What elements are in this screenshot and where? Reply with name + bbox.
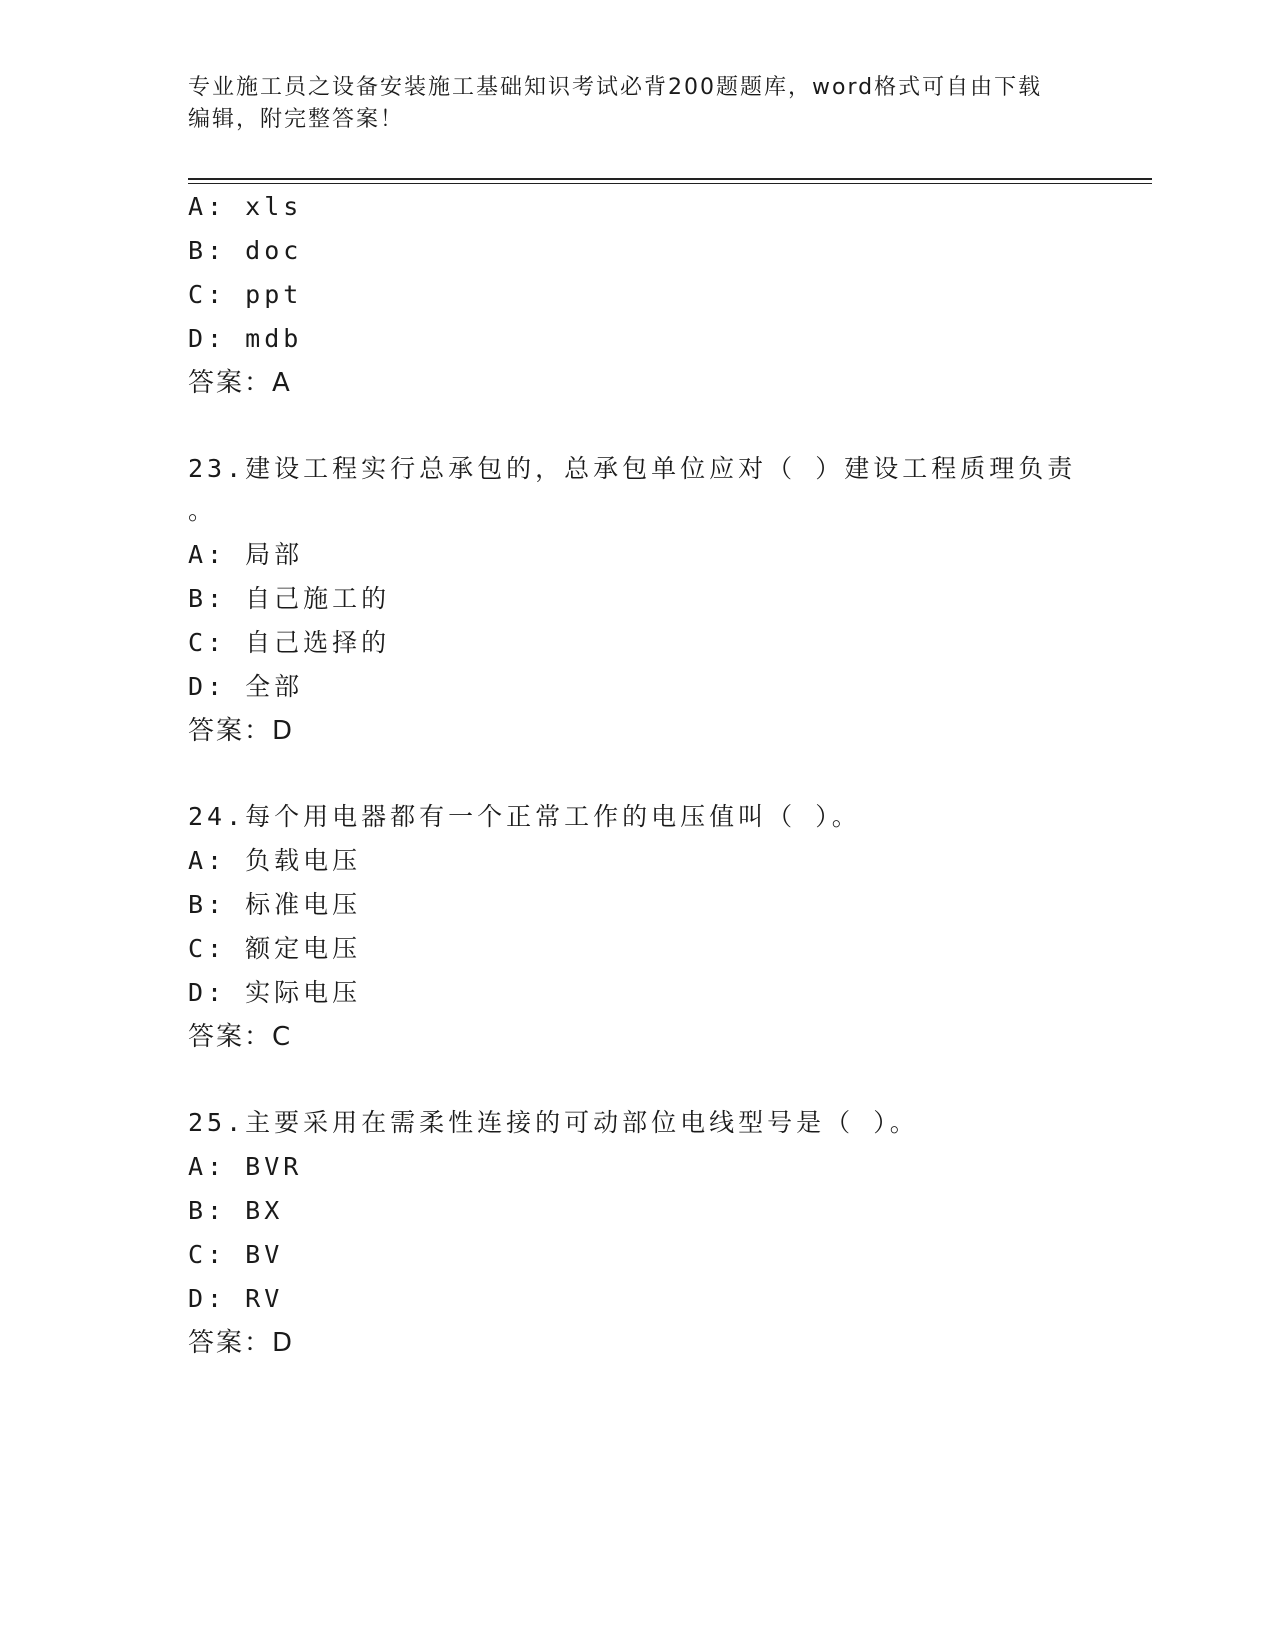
q23-stem: 23.建设工程实行总承包的，总承包单位应对（ ）建设工程质理负责 xyxy=(188,454,1077,483)
q23-option-c: C: 自己选择的 xyxy=(188,628,391,657)
q25-option-a: A: BVR xyxy=(188,1152,303,1181)
document-header xyxy=(188,72,1088,136)
q23-stem-continued: 。 xyxy=(188,496,218,525)
q24-option-a: A: 负载电压 xyxy=(188,846,362,875)
q24-stem: 24.每个用电器都有一个正常工作的电压值叫（ ）。 xyxy=(188,802,861,831)
q23-answer: 答案：D xyxy=(188,716,295,746)
q25-option-b: B: BX xyxy=(188,1196,284,1225)
q25-option-c: C: BV xyxy=(188,1240,284,1269)
q22-option-c: C: ppt xyxy=(188,280,303,309)
q22-option-b: B: doc xyxy=(188,236,303,265)
q22-answer: 答案：A xyxy=(188,368,292,398)
q23-option-b: B: 自己施工的 xyxy=(188,584,391,613)
q25-answer: 答案：D xyxy=(188,1328,295,1358)
header-title-line2: 编辑，附完整答案！ xyxy=(188,107,405,132)
q24-option-c: C: 额定电压 xyxy=(188,934,362,963)
q24-answer: 答案：C xyxy=(188,1022,293,1052)
q25-stem: 25.主要采用在需柔性连接的可动部位电线型号是（ ）。 xyxy=(188,1108,919,1137)
q25-option-d: D: RV xyxy=(188,1284,284,1313)
q24-option-b: B: 标准电压 xyxy=(188,890,362,919)
q23-option-d: D: 全部 xyxy=(188,672,304,701)
q24-option-d: D: 实际电压 xyxy=(188,978,362,1007)
q23-option-a: A: 局部 xyxy=(188,540,304,569)
header-rule-thick xyxy=(188,178,1152,180)
q22-option-d: D: mdb xyxy=(188,324,303,353)
header-title-line1: 专业施工员之设备安装施工基础知识考试必背200题题库，word格式可自由下载 xyxy=(188,75,1043,100)
q22-option-a: A: xls xyxy=(188,192,303,221)
header-rule-thin xyxy=(188,183,1152,184)
